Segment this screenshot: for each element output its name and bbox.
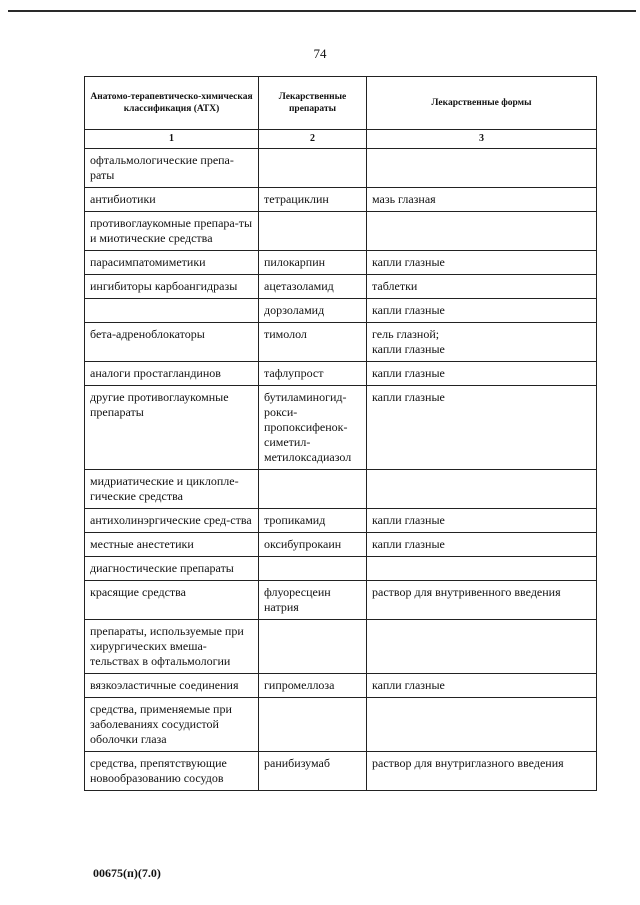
- drug-cell: тимолол: [259, 323, 367, 362]
- dosage-form-cell: [367, 149, 597, 188]
- top-rule: [8, 10, 636, 12]
- drug-cell: [259, 149, 367, 188]
- atx-class-cell: [85, 299, 259, 323]
- column-number: 3: [367, 130, 597, 149]
- page-number: 74: [313, 46, 327, 61]
- dosage-form-cell: капли глазные: [367, 533, 597, 557]
- table-row: [85, 275, 597, 299]
- table-row: [85, 581, 597, 620]
- table-row: [85, 533, 597, 557]
- table-row: [85, 620, 597, 674]
- atx-class-cell: антибиотики: [85, 188, 259, 212]
- atx-class-cell: средства, применяемые при заболеваниях сосудистой оболочки глаза: [85, 698, 259, 752]
- dosage-form-cell: раствор для внутриглазного введения: [367, 752, 597, 791]
- table-row: [85, 323, 597, 362]
- table-header-row: [85, 77, 597, 130]
- drug-cell: тропикамид: [259, 509, 367, 533]
- dosage-form-cell: капли глазные: [367, 674, 597, 698]
- dosage-form-cell: капли глазные: [367, 362, 597, 386]
- drug-cell: [259, 212, 367, 251]
- table-row: [85, 470, 597, 509]
- drug-cell: тетрациклин: [259, 188, 367, 212]
- header-dosage-forms: Лекарственные формы: [367, 77, 597, 130]
- atx-class-cell: другие противоглаукомные препараты: [85, 386, 259, 470]
- drug-cell: ранибизумаб: [259, 752, 367, 791]
- drug-cell: пилокарпин: [259, 251, 367, 275]
- document-code: 00675(п)(7.0): [93, 866, 161, 880]
- drug-cell: дорзоламид: [259, 299, 367, 323]
- drug-cell: [259, 557, 367, 581]
- table-row: [85, 509, 597, 533]
- table-row: [85, 557, 597, 581]
- column-number-row: [85, 130, 597, 149]
- atx-class-cell: диагностические препараты: [85, 557, 259, 581]
- drug-cell: [259, 698, 367, 752]
- atx-class-cell: средства, препятствующие новообразованию сосудов: [85, 752, 259, 791]
- drug-cell: бутиламиногид-рокси-пропоксифенок-симетил-метилоксадиазол: [259, 386, 367, 470]
- dosage-form-cell: капли глазные: [367, 509, 597, 533]
- dosage-form-cell: [367, 470, 597, 509]
- atx-class-cell: аналоги простагландинов: [85, 362, 259, 386]
- dosage-form-cell: гель глазной; капли глазные: [367, 323, 597, 362]
- atx-class-cell: мидриатические и циклопле-гические средства: [85, 470, 259, 509]
- table-row: [85, 386, 597, 470]
- drug-cell: [259, 620, 367, 674]
- dosage-form-cell: капли глазные: [367, 386, 597, 470]
- table-row: [85, 362, 597, 386]
- drug-cell: тафлупрост: [259, 362, 367, 386]
- header-drugs: Лекарственные препараты: [259, 77, 367, 130]
- dosage-form-cell: капли глазные: [367, 251, 597, 275]
- atx-class-cell: противоглаукомные препара-ты и миотические средства: [85, 212, 259, 251]
- atx-class-cell: красящие средства: [85, 581, 259, 620]
- atx-class-cell: антихолинэргические сред-ства: [85, 509, 259, 533]
- header-atx-classification: Анатомо-терапевтическо-химическая классификация (АТХ): [85, 77, 259, 130]
- dosage-form-cell: мазь глазная: [367, 188, 597, 212]
- table-row: [85, 212, 597, 251]
- column-number: 1: [85, 130, 259, 149]
- table-row: [85, 251, 597, 275]
- atx-class-cell: препараты, используемые при хирургических вмеша-тельствах в офтальмологии: [85, 620, 259, 674]
- drug-cell: флуоресцеин натрия: [259, 581, 367, 620]
- table-row: [85, 188, 597, 212]
- table-row: [85, 149, 597, 188]
- dosage-form-cell: капли глазные: [367, 299, 597, 323]
- dosage-form-cell: раствор для внутривенного введения: [367, 581, 597, 620]
- atx-class-cell: бета-адреноблокаторы: [85, 323, 259, 362]
- atx-class-cell: офтальмологические препа-раты: [85, 149, 259, 188]
- table-row: [85, 698, 597, 752]
- atx-class-cell: парасимпатомиметики: [85, 251, 259, 275]
- dosage-form-cell: таблетки: [367, 275, 597, 299]
- atx-class-cell: ингибиторы карбоангидразы: [85, 275, 259, 299]
- drug-cell: оксибупрокаин: [259, 533, 367, 557]
- table-row: [85, 752, 597, 791]
- drug-cell: гипромеллоза: [259, 674, 367, 698]
- column-number: 2: [259, 130, 367, 149]
- table-row: [85, 674, 597, 698]
- dosage-form-cell: [367, 620, 597, 674]
- dosage-form-cell: [367, 698, 597, 752]
- dosage-form-cell: [367, 212, 597, 251]
- atx-class-cell: местные анестетики: [85, 533, 259, 557]
- dosage-form-cell: [367, 557, 597, 581]
- atx-class-cell: вязкоэластичные соединения: [85, 674, 259, 698]
- drug-cell: ацетазоламид: [259, 275, 367, 299]
- atx-drug-table: [84, 76, 597, 791]
- drug-cell: [259, 470, 367, 509]
- table-row: [85, 299, 597, 323]
